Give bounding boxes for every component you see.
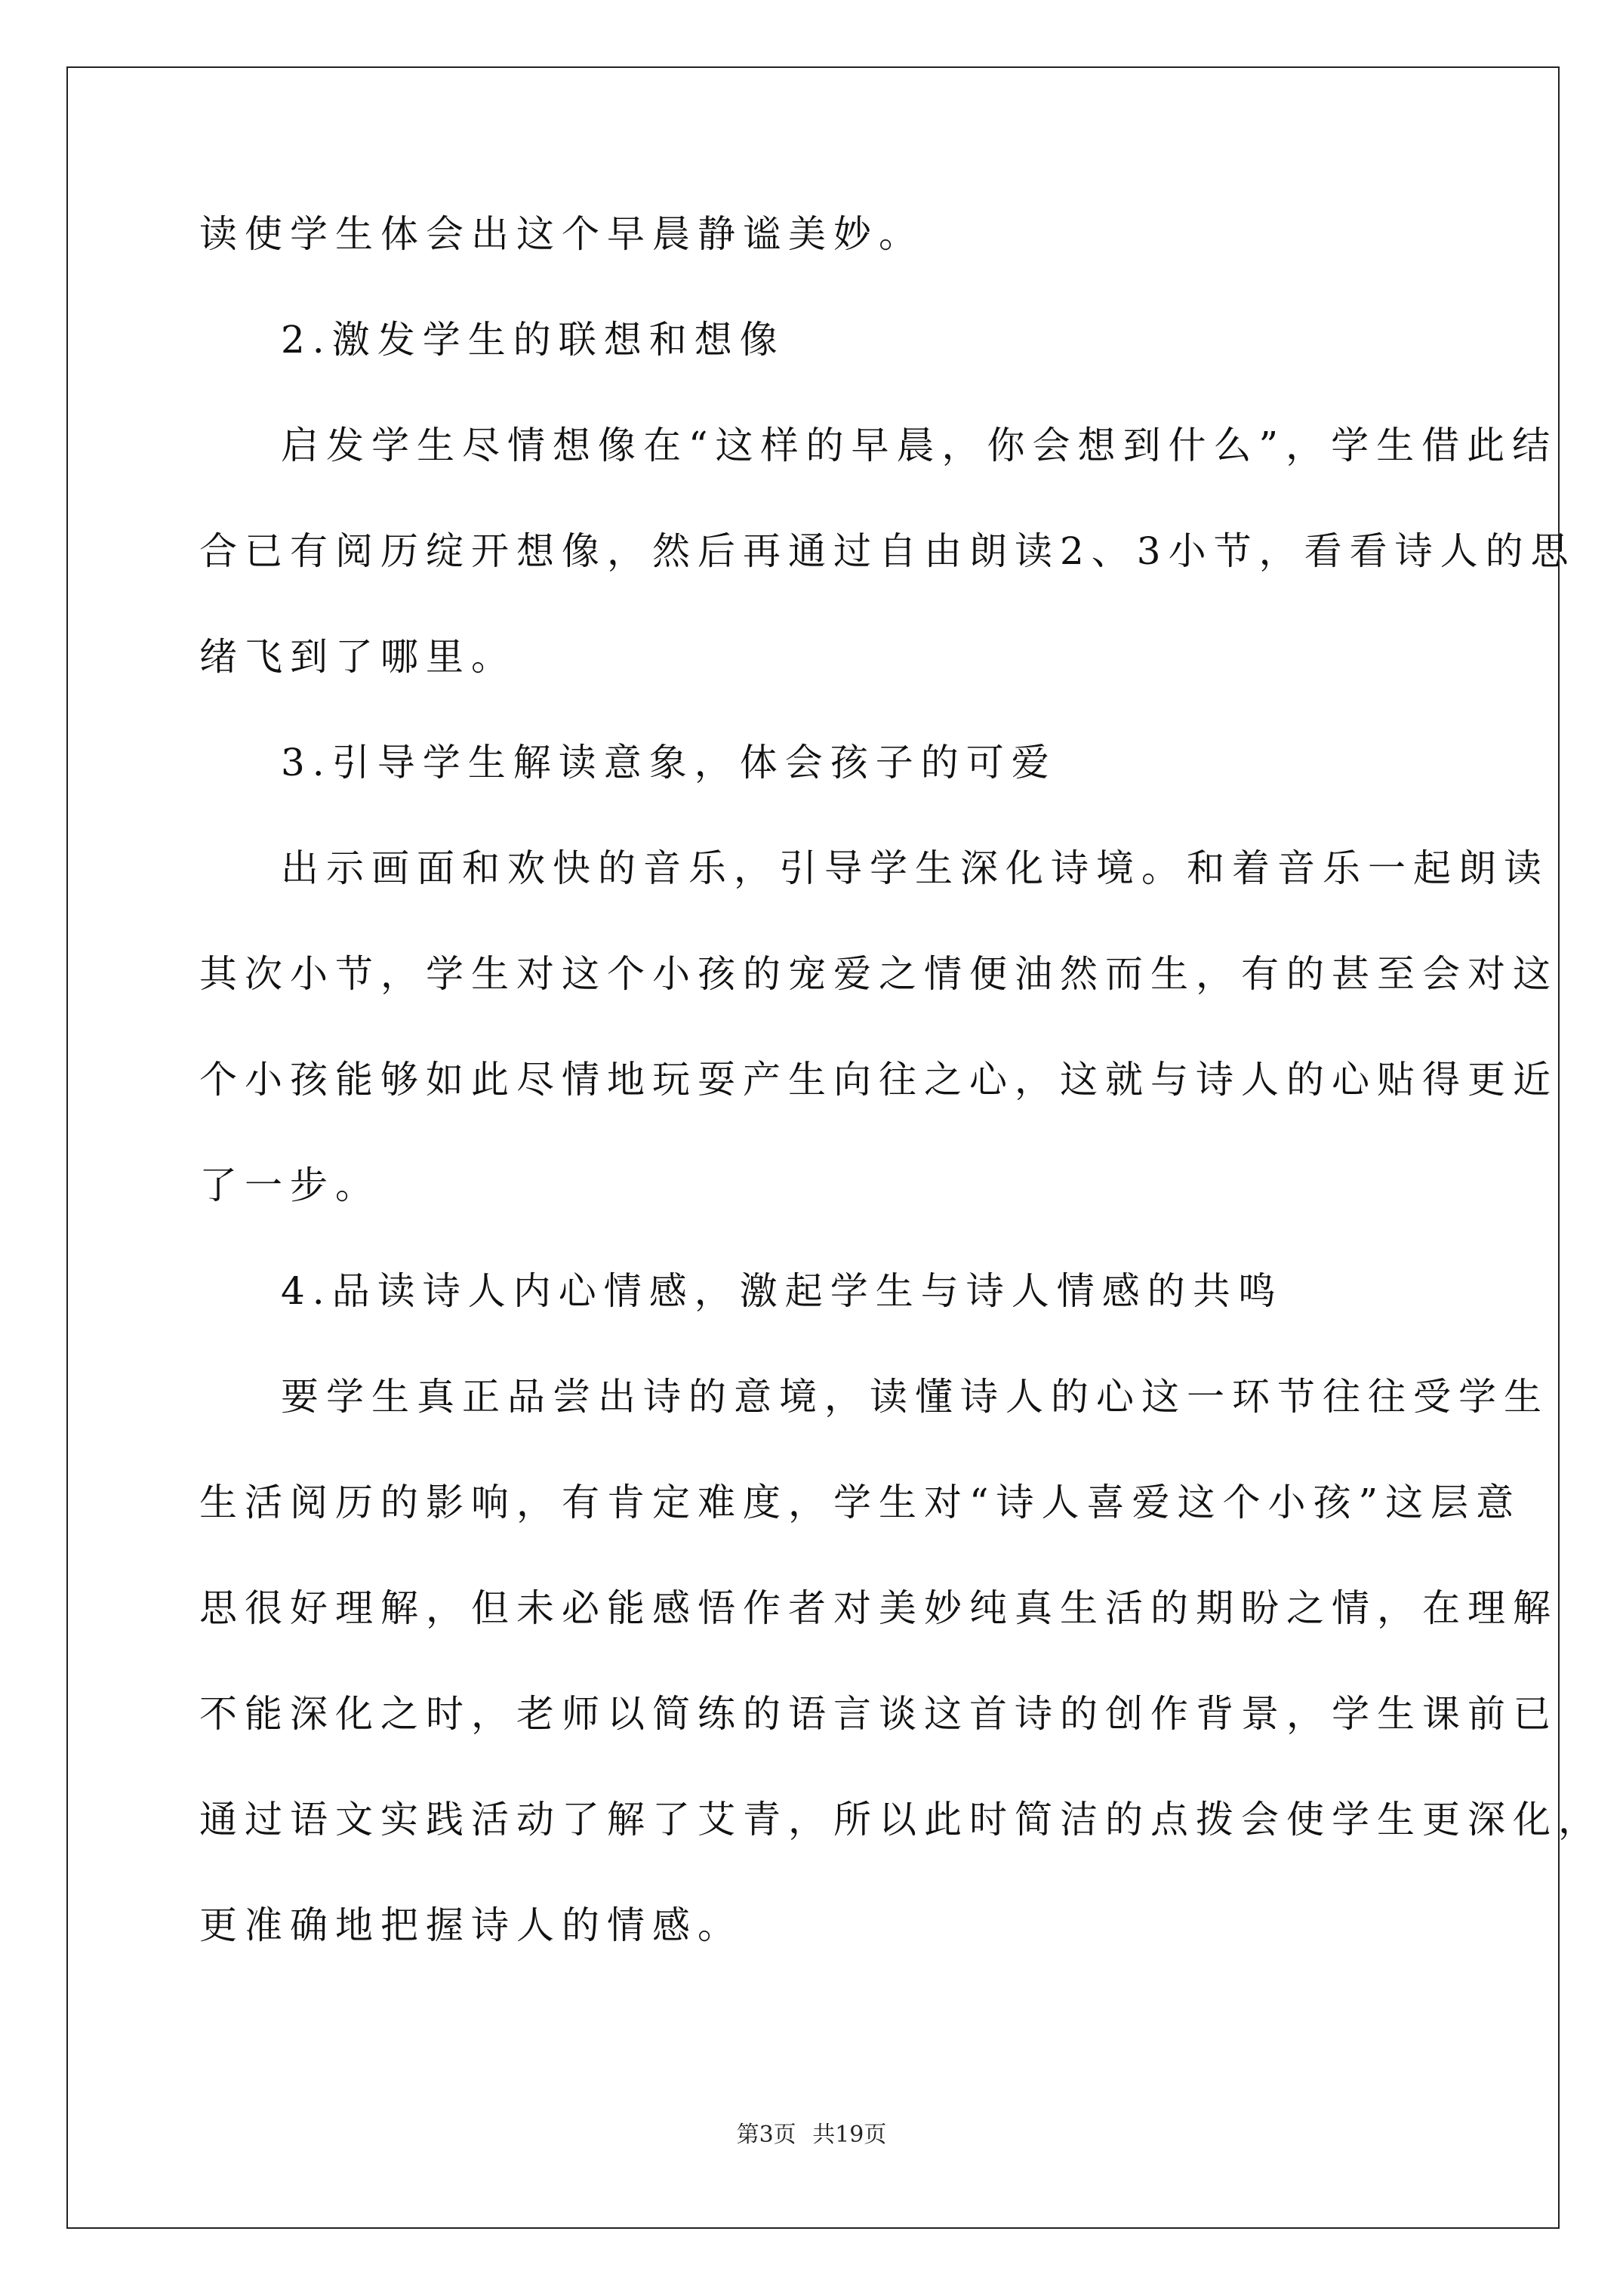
- text-line: 不能深化之时，老师以简练的语言谈这首诗的创作背景，学生课前已: [199, 1692, 1558, 1736]
- page-footer: [0, 2120, 1623, 2150]
- section-heading: 2.激发学生的联想和想像: [281, 318, 785, 362]
- text-line: 思很好理解，但未必能感悟作者对美妙纯真生活的期盼之情，在理解: [199, 1586, 1558, 1630]
- text-line: 通过语文实践活动了解了艾青，所以此时简洁的点拨会使学生更深化，: [199, 1798, 1603, 1841]
- text-line: 了一步。: [199, 1163, 380, 1207]
- page-number: 第3页: [736, 2122, 796, 2148]
- section-heading: 4.品读诗人内心情感，激起学生与诗人情感的共鸣: [281, 1269, 1283, 1313]
- text-line: 要学生真正品尝出诗的意境，读懂诗人的心这一环节往往受学生: [281, 1375, 1549, 1419]
- text-line: 启发学生尽情想像在“这样的早晨，你会想到什么”，学生借此结: [281, 424, 1558, 467]
- text-line: 个小孩能够如此尽情地玩耍产生向往之心，这就与诗人的心贴得更近: [199, 1058, 1558, 1102]
- text-line: 其次小节，学生对这个小孩的宠爱之情便油然而生，有的甚至会对这: [199, 952, 1558, 996]
- text-line: 生活阅历的影响，有肯定难度，学生对“诗人喜爱这个小孩”这层意: [199, 1481, 1522, 1524]
- text-line: 合已有阅历绽开想像，然后再通过自由朗读2、3小节，看看诗人的思: [199, 529, 1576, 573]
- text-line: 更准确地把握诗人的情感。: [199, 1903, 743, 1947]
- text-line: 绪飞到了哪里。: [199, 635, 516, 679]
- section-heading: 3.引导学生解读意象，体会孩子的可爱: [281, 741, 1057, 784]
- text-line: 出示画面和欢快的音乐，引导学生深化诗境。和着音乐一起朗读: [281, 846, 1549, 890]
- text-line: 读使学生体会出这个早晨静谧美妙。: [199, 212, 924, 256]
- page-total: 共19页: [812, 2122, 887, 2148]
